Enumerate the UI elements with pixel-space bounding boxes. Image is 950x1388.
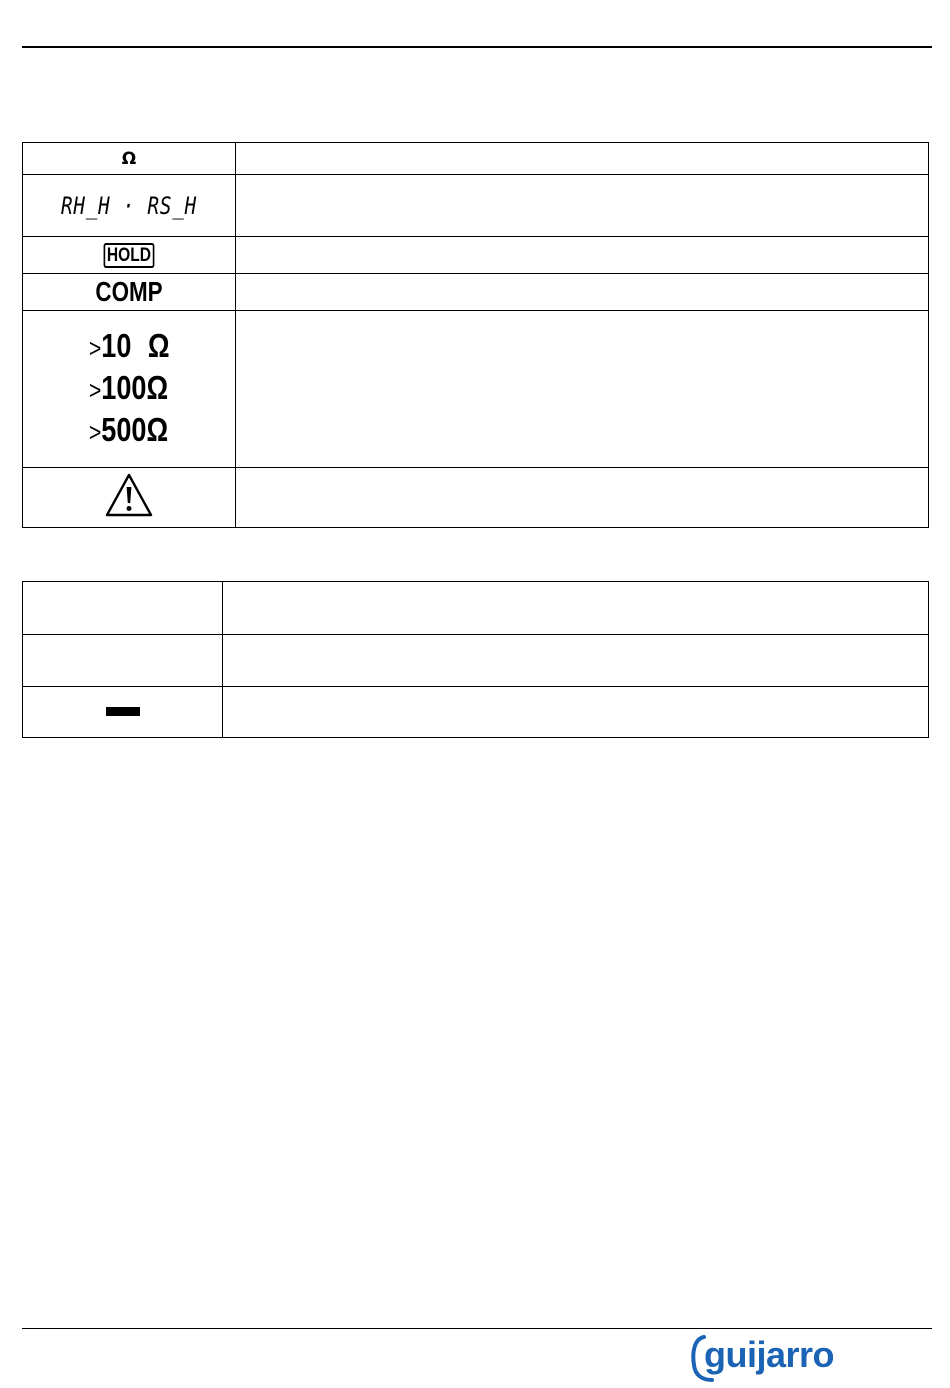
footer-rule [22, 1328, 932, 1329]
table-row [23, 143, 929, 175]
description-cell [223, 687, 929, 738]
table-row [23, 237, 929, 274]
table-row [23, 635, 929, 687]
lcd-alarm-symbol: RH_H · RS_H [61, 191, 197, 220]
guijarro-logo [690, 1331, 920, 1383]
symbol-cell [23, 274, 236, 311]
table-row [23, 175, 929, 237]
description-cell [236, 468, 929, 528]
symbol-cell [23, 143, 236, 175]
description-cell [236, 237, 929, 274]
description-cell [236, 175, 929, 237]
description-cell [236, 274, 929, 311]
table-row [23, 311, 929, 468]
symbol-cell [23, 468, 236, 528]
range-100-ohm: >100Ω [88, 369, 168, 406]
symbol-cell [23, 687, 223, 738]
table-row [23, 687, 929, 738]
svg-text:guijarro: guijarro [704, 1334, 835, 1375]
header-rule [22, 46, 932, 48]
symbol-cell [23, 635, 223, 687]
range-500-ohm: >500Ω [88, 411, 168, 448]
symbol-cell [23, 175, 236, 237]
symbol-cell [23, 582, 223, 635]
ohm-symbol: Ω [121, 148, 137, 169]
table-row [23, 274, 929, 311]
comp-symbol: COMP [95, 276, 163, 307]
range-symbols [89, 326, 170, 452]
description-cell [223, 582, 929, 635]
symbol-cell [23, 311, 236, 468]
hold-symbol: HOLD [104, 243, 155, 268]
symbol-table [22, 142, 929, 528]
description-cell [236, 311, 929, 468]
symbol-cell [23, 237, 236, 274]
range-10-ohm: >10 Ω [88, 327, 170, 364]
minus-bar-icon [106, 707, 140, 716]
warning-triangle-icon [104, 472, 154, 518]
table-row [23, 468, 929, 528]
table-row [23, 582, 929, 635]
description-cell [236, 143, 929, 175]
description-cell [223, 635, 929, 687]
indicator-table [22, 581, 929, 738]
